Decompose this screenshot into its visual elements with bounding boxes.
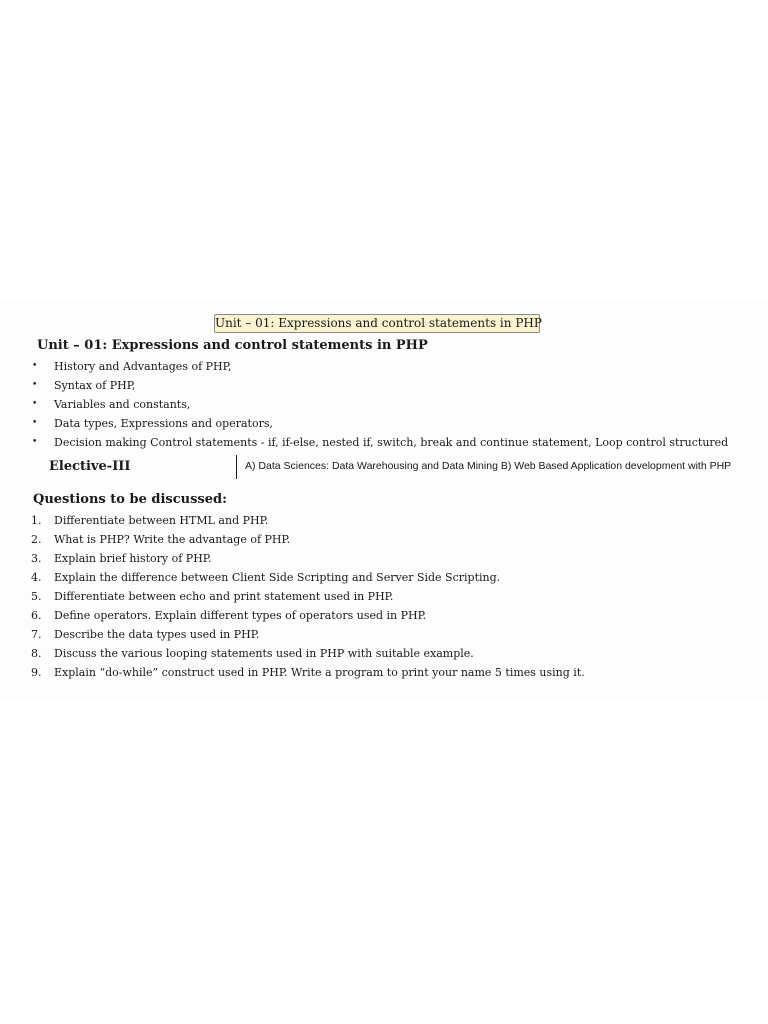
question-item [30, 530, 585, 549]
questions-heading: Questions to be discussed: [33, 492, 227, 507]
question-item [30, 587, 585, 606]
topic-item [30, 395, 728, 414]
question-text: Define operators. Explain different types of operators used in PHP. [54, 609, 427, 622]
question-text: Differentiate between echo and print statement used in PHP. [54, 590, 394, 603]
topic-list [30, 357, 728, 452]
topic-item [30, 433, 728, 452]
question-item [30, 625, 585, 644]
topic-text: History and Advantages of PHP, [54, 360, 232, 373]
elective-description: A) Data Sciences: Data Warehousing and Data Mining B) Web Based Application development with PHP [245, 460, 732, 472]
elective-divider [236, 455, 237, 479]
unit-title-box: Unit – 01: Expressions and control statements in PHP [214, 314, 540, 333]
topic-item [30, 414, 728, 433]
question-item [30, 511, 585, 530]
question-text: Explain the difference between Client Side Scripting and Server Side Scripting. [54, 571, 501, 584]
topic-item [30, 376, 728, 395]
question-number: 4. [31, 571, 42, 584]
question-text: Explain brief history of PHP. [54, 552, 212, 565]
topic-text: Data types, Expressions and operators, [54, 417, 273, 430]
topic-text: Variables and constants, [54, 398, 191, 411]
question-item [30, 663, 585, 682]
question-number: 7. [31, 628, 42, 641]
bullet-icon: • [32, 418, 38, 428]
question-number: 6. [31, 609, 42, 622]
question-item [30, 549, 585, 568]
question-number: 8. [31, 647, 42, 660]
question-item [30, 568, 585, 587]
question-number: 5. [31, 590, 42, 603]
question-text: Differentiate between HTML and PHP. [54, 514, 269, 527]
question-number: 9. [31, 666, 42, 679]
question-list [30, 511, 585, 682]
question-item [30, 644, 585, 663]
question-text: What is PHP? Write the advantage of PHP. [54, 533, 291, 546]
topic-item [30, 357, 728, 376]
question-number: 1. [31, 514, 42, 527]
question-text: Explain “do-while” construct used in PHP. Write a program to print your name 5 times using it. [54, 666, 585, 679]
question-number: 3. [31, 552, 42, 565]
topic-text: Syntax of PHP, [54, 379, 136, 392]
question-text: Discuss the various looping statements used in PHP with suitable example. [54, 647, 474, 660]
question-text: Describe the data types used in PHP. [54, 628, 260, 641]
bullet-icon: • [32, 361, 38, 371]
unit-heading: Unit – 01: Expressions and control statements in PHP [37, 338, 428, 353]
bullet-icon: • [32, 399, 38, 409]
topic-text: Decision making Control statements - if, if-else, nested if, switch, break and continue statement, Loop control structured [54, 436, 729, 449]
elective-label: Elective-III [49, 459, 131, 474]
bullet-icon: • [32, 380, 38, 390]
question-item [30, 606, 585, 625]
question-number: 2. [31, 533, 42, 546]
bullet-icon: • [32, 437, 38, 447]
